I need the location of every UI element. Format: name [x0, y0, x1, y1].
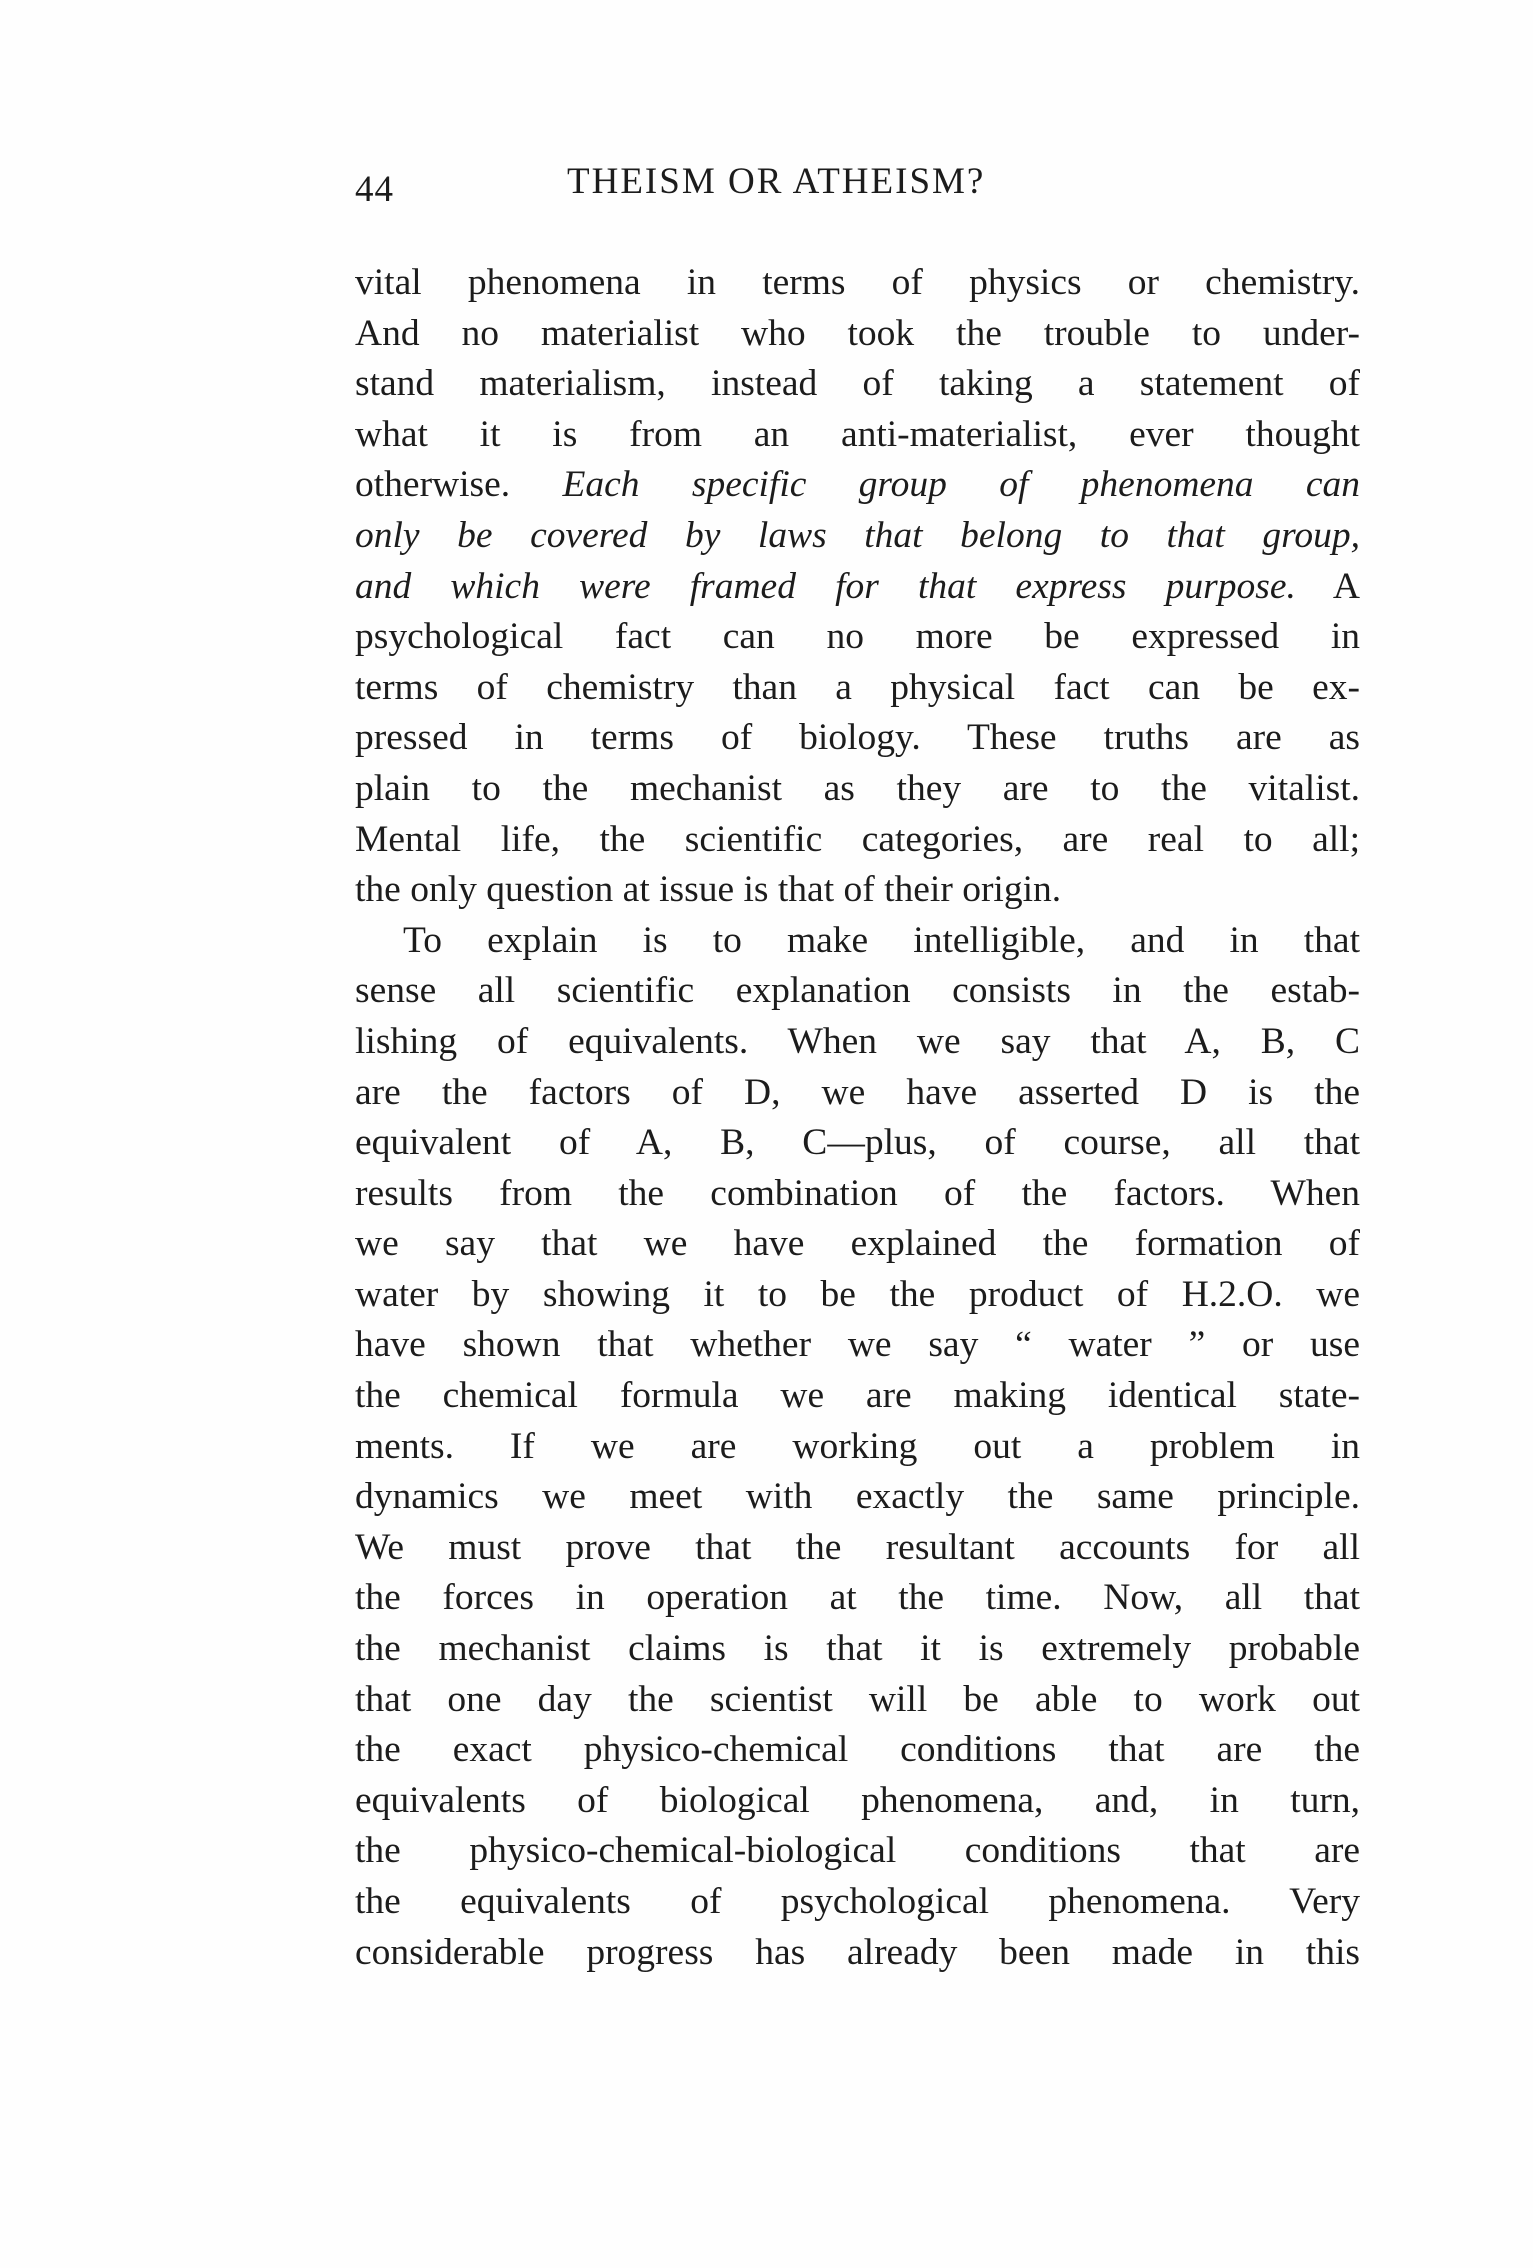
text-line: Mental life, the scientific categories, are real to all;: [355, 818, 1360, 860]
running-title: THEISM OR ATHEISM?: [567, 161, 986, 202]
text-line: water by showing it to be the product of H.2.O. we: [355, 1273, 1360, 1315]
text-line-mixed: [355, 562, 1360, 613]
text-line: We must prove that the resultant accounts for all: [355, 1526, 1360, 1568]
text-line: plain to the mechanist as they are to the vitalist.: [355, 767, 1360, 809]
paragraph-first-line: To explain is to make intelligible, and in that: [403, 919, 1360, 961]
text-line: And no materialist who took the trouble to under-: [355, 312, 1360, 354]
text-line: are the factors of D, we have asserted D is the: [355, 1071, 1360, 1113]
text-line: lishing of equivalents. When we say that A, B, C: [355, 1020, 1360, 1062]
text-line: dynamics we meet with exactly the same principle.: [355, 1476, 1360, 1518]
text-line: terms of chemistry than a physical fact can be ex-: [355, 666, 1360, 708]
text-line: the equivalents of psychological phenomena. Very: [355, 1881, 1360, 1922]
text-line: stand materialism, instead of taking a statement of: [355, 363, 1360, 405]
text-line: equivalents of biological phenomena, and, in turn,: [355, 1779, 1360, 1821]
italic-text-run: and which were framed for that express purpose.: [355, 565, 1296, 607]
text-line-mixed: [355, 460, 1360, 511]
text-line: pressed in terms of biology. These truths are as: [355, 717, 1360, 759]
italic-text-line: only be covered by laws that belong to that group,: [355, 514, 1360, 556]
text-line: what it is from an anti-materialist, ever thought: [355, 413, 1360, 455]
text-run: otherwise.: [355, 464, 511, 506]
text-line: the physico-chemical-biological conditions that are: [355, 1830, 1360, 1872]
text-line: psychological fact can no more be expressed in: [355, 616, 1360, 658]
text-line: the mechanist claims is that it is extremely probable: [355, 1628, 1360, 1670]
text-line: ments. If we are working out a problem in: [355, 1425, 1360, 1467]
text-line: the chemical formula we are making identical state-: [355, 1375, 1360, 1417]
text-line: equivalent of A, B, C—plus, of course, all that: [355, 1122, 1360, 1164]
text-line: the forces in operation at the time. Now, all that: [355, 1577, 1360, 1619]
running-head: [355, 160, 1360, 220]
paragraph-last-line: the only question at issue is that of their origin.: [355, 869, 1062, 911]
text-line: vital phenomena in terms of physics or chemistry.: [355, 262, 1360, 303]
body-text: [355, 258, 1360, 1978]
text-line: we say that we have explained the formation of: [355, 1223, 1360, 1265]
page-number: 44: [355, 169, 394, 210]
text-line: that one day the scientist will be able to work out: [355, 1678, 1360, 1720]
text-run: A: [1332, 565, 1360, 607]
text-line: sense all scientific explanation consists in the estab-: [355, 970, 1360, 1012]
italic-text-run: Each specific group of phenomena can: [562, 464, 1360, 506]
text-line: considerable progress has already been made in this: [355, 1931, 1360, 1973]
text-line: have shown that whether we say “ water ” or use: [355, 1324, 1360, 1366]
text-line: the exact physico-chemical conditions that are the: [355, 1729, 1360, 1771]
text-line: results from the combination of the factors. When: [355, 1172, 1360, 1214]
